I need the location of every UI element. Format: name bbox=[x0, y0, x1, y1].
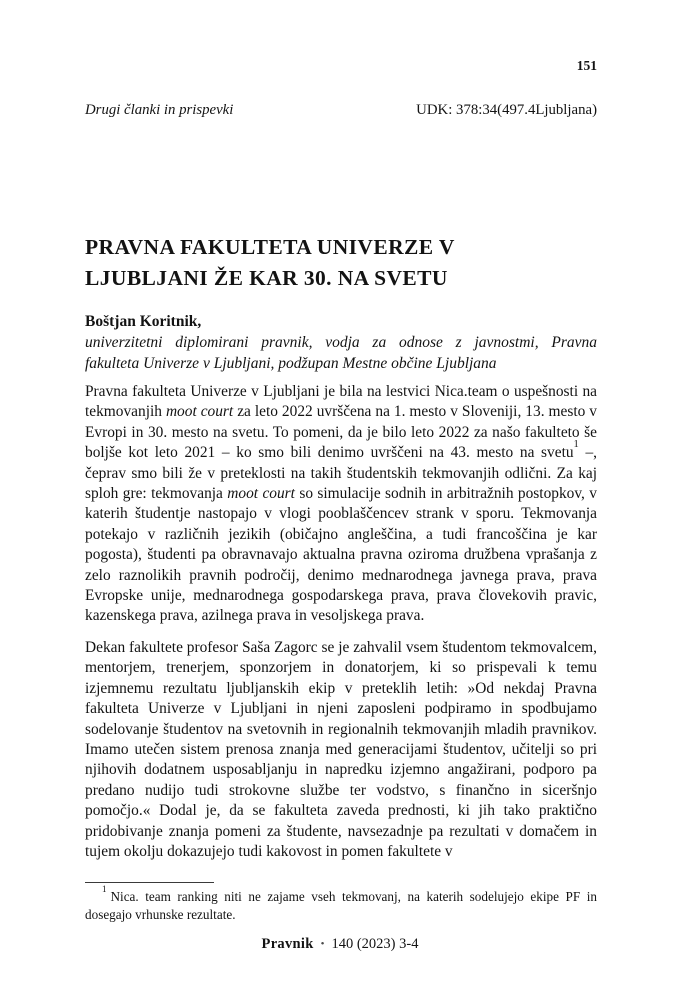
italic-term-moot-court: moot court bbox=[227, 485, 295, 503]
section-title: Drugi članki in prispevki bbox=[85, 102, 234, 118]
paragraph-text: –, čeprav smo bili že v preteklosti na takih študentskih tekmovanjih odlični. Za kaj sploh gre: tekmovanja bbox=[85, 444, 597, 503]
author-affiliation-line-1: univerzitetni diplomirani pravnik, vodja za odnose z javnostmi, Pravna bbox=[85, 334, 597, 351]
italic-term-moot-court: moot court bbox=[165, 403, 234, 421]
author-name: Boštjan Koritnik, bbox=[85, 313, 202, 330]
journal-issue: 140 (2023) 3-4 bbox=[331, 936, 419, 952]
paragraph-text: za leto 2022 uvrščena na 1. mesto v Sloveniji, 13. mesto v Evropi in 30. mesto na svetu. To pomeni, da je bilo leto 2022 za našo fakulteto še boljše kot leto 2021 – ko smo bili denimo uvrščeni na 43. mesto na svetu bbox=[85, 403, 597, 462]
page-number: 151 bbox=[576, 58, 597, 73]
footnote-area bbox=[85, 882, 597, 923]
author-affiliation-line-2: fakulteta Univerze v Ljubljani, podžupan Mestne občine Ljubljana bbox=[85, 355, 497, 372]
footnote-text: Nica. team ranking niti ne zajame vseh tekmovanj, na katerih sodelujejo ekipe PF in dosegajo vrhunske rezultate. bbox=[85, 889, 597, 922]
paragraph-text: so simulacije sodnih in arbitražnih postopkov, v katerih študentje nastopajo v vlogi pooblaščencev strank v sporu. Tekmovanja potekajo v različnih jezikih (običajno angleščina, a tudi francoščina je kar pogosta), študenti pa obravnavajo aktualna pravna oziroma družbena vprašanja z zelo raznolikih pravnih področij, denimo mednarodnega javnega prava, prava Evropske unije, mednarodnega gospodarskega prava, prava človekovih pravic, kazenskega prava, azilnega prava in vesoljskega prava. bbox=[85, 485, 597, 625]
article-title-line-1: PRAVNA FAKULTETA UNIVERZE V bbox=[85, 235, 455, 259]
article-title bbox=[85, 232, 597, 294]
page-footer bbox=[0, 936, 680, 953]
body-paragraph-2: Dekan fakultete profesor Saša Zagorc se je zahvalil vsem študentom tekmovalcem, mentorjem, trenerjem, sponzorjem in donatorjem, ki so prispevali k temu izjemnemu rezultatu ljubljanskih ekip v preteklih letih: »Od nekdaj Pravna fakulteta Univerze v Ljubljani in njeni zaposleni podpiramo in spodbujamo sodelovanje študentov na svetovnih in regionalnih tekmovanjih mladih pravnikov. Imamo utečen sistem prenosa znanja med generacijami študentov, učitelji so pri njihovih dodatnem usposabljanju in napredku izjemno angažirani, podporo pa predano nudijo tudi strokovne službe ter vodstvo, s finančno in siceršnjo pomočjo.« Dodal je, da se fakulteta zaveda prednosti, ki jih tako praktično pridobivanje znanja pomeni za študente, navsezadnje pa rezultati v domačem in tujem okolju dokazujejo tudi kakovost in pomen fakultete v bbox=[85, 638, 597, 860]
footnote-separator bbox=[85, 882, 214, 883]
author-affiliation bbox=[85, 332, 597, 374]
footer-dot-separator: • bbox=[320, 938, 325, 950]
article-title-line-2: LJUBLJANI ŽE KAR 30. NA SVETU bbox=[85, 266, 448, 290]
running-header bbox=[85, 101, 597, 120]
body-paragraph-1 bbox=[85, 382, 597, 627]
journal-name: Pravnik bbox=[261, 936, 314, 952]
footnote-reference-1: 1 bbox=[573, 438, 579, 450]
footnote-marker: 1 bbox=[102, 884, 107, 895]
udk-code: UDK: 378:34(497.4Ljubljana) bbox=[416, 102, 597, 118]
paragraph-text: Pravna fakulteta Univerze v Ljubljani je bila na lestvici Nica.team o uspešnosti na tekmovanjih bbox=[85, 383, 597, 421]
footnote-1 bbox=[85, 884, 597, 923]
